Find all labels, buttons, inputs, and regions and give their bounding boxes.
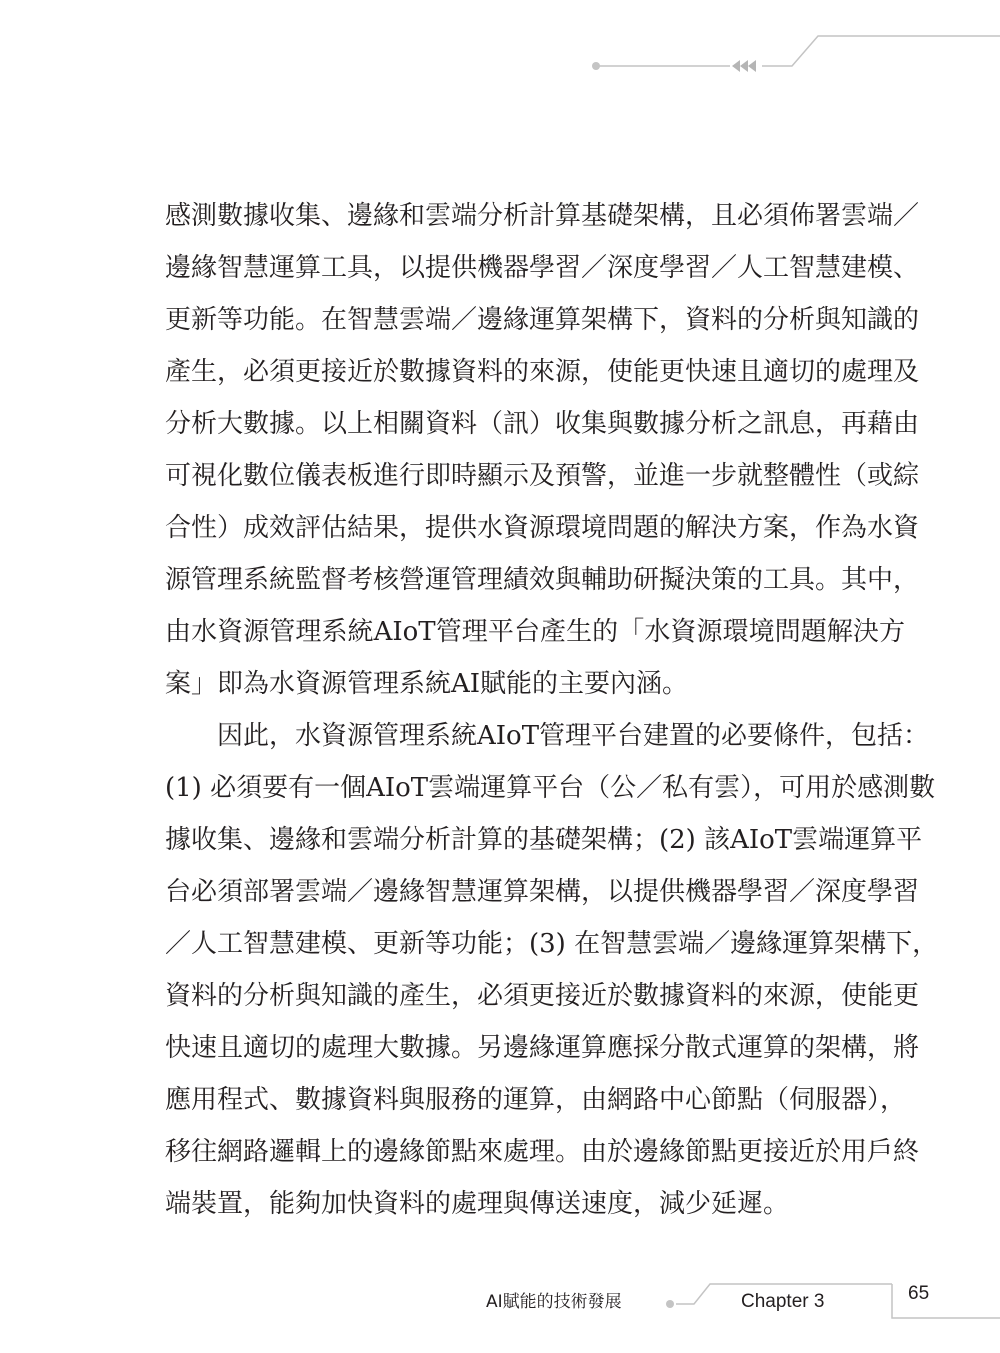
paragraph-1-line: 可視化數位儀表板進行即時顯示及預警，並進一步就整體性（或綜 xyxy=(165,461,920,491)
page-number: 65 xyxy=(908,1283,930,1304)
paragraph-2-line: 據收集、邊緣和雲端分析計算的基礎架構；(2) 該AIoT雲端運算平 xyxy=(165,825,923,855)
running-footer-chapter: Chapter 3 xyxy=(741,1291,825,1312)
paragraph-1-line: 由水資源管理系統AIoT管理平台產生的「水資源環境問題解決方 xyxy=(165,617,905,647)
paragraph-1-line: 合性）成效評估結果，提供水資源環境問題的解決方案，作為水資 xyxy=(165,513,920,543)
paragraph-1-line: 案」即為水資源管理系統AI賦能的主要內涵。 xyxy=(165,669,689,699)
paragraph-2-line: (1) 必須要有一個AIoT雲端運算平台（公／私有雲），可用於感測數 xyxy=(165,773,936,803)
paragraph-1-line: 感測數據收集、邊緣和雲端分析計算基礎架構，且必須佈署雲端／ xyxy=(165,201,920,231)
paragraph-1-line: 源管理系統監督考核營運管理績效與輔助研擬決策的工具。其中， xyxy=(165,565,920,595)
paragraph-1-line: 邊緣智慧運算工具，以提供機器學習／深度學習／人工智慧建模、 xyxy=(165,253,920,283)
header-dot-icon xyxy=(592,62,600,70)
paragraph-2-line: 端裝置，能夠加快資料的處理與傳送速度，減少延遲。 xyxy=(165,1189,790,1219)
paragraph-2-line: 應用程式、數據資料與服務的運算，由網路中心節點（伺服器）， xyxy=(165,1085,907,1115)
paragraph-2-line: 快速且適切的處理大數據。另邊緣運算應採分散式運算的架構，將 xyxy=(165,1033,920,1063)
paragraph-2-line: ／人工智慧建模、更新等功能；(3) 在智慧雲端／邊緣運算架構下， xyxy=(165,929,939,959)
paragraph-2-line: 移往網路邏輯上的邊緣節點來處理。由於邊緣節點更接近於用戶終 xyxy=(165,1137,920,1167)
footer-dot-icon xyxy=(666,1300,674,1308)
main-text xyxy=(165,190,939,1230)
paragraph-1-line: 分析大數據。以上相關資料（訊）收集與數據分析之訊息，再藉由 xyxy=(165,409,920,439)
header-decoration xyxy=(0,0,1000,90)
paragraph-1-line: 更新等功能。在智慧雲端／邊緣運算架構下，資料的分析與知識的 xyxy=(165,305,920,335)
running-footer-title: AI賦能的技術發展 xyxy=(486,1292,622,1312)
paragraph-2-line: 台必須部署雲端／邊緣智慧運算架構，以提供機器學習／深度學習 xyxy=(165,877,920,907)
header-arrow-icon xyxy=(732,60,740,72)
paragraph-2-line: 因此，水資源管理系統AIoT管理平台建置的必要條件，包括： xyxy=(165,721,930,751)
paragraph-1-line: 產生，必須更接近於數據資料的來源，使能更快速且適切的處理及 xyxy=(165,357,920,387)
paragraph-2-line: 資料的分析與知識的產生，必須更接近於數據資料的來源，使能更 xyxy=(165,981,920,1011)
